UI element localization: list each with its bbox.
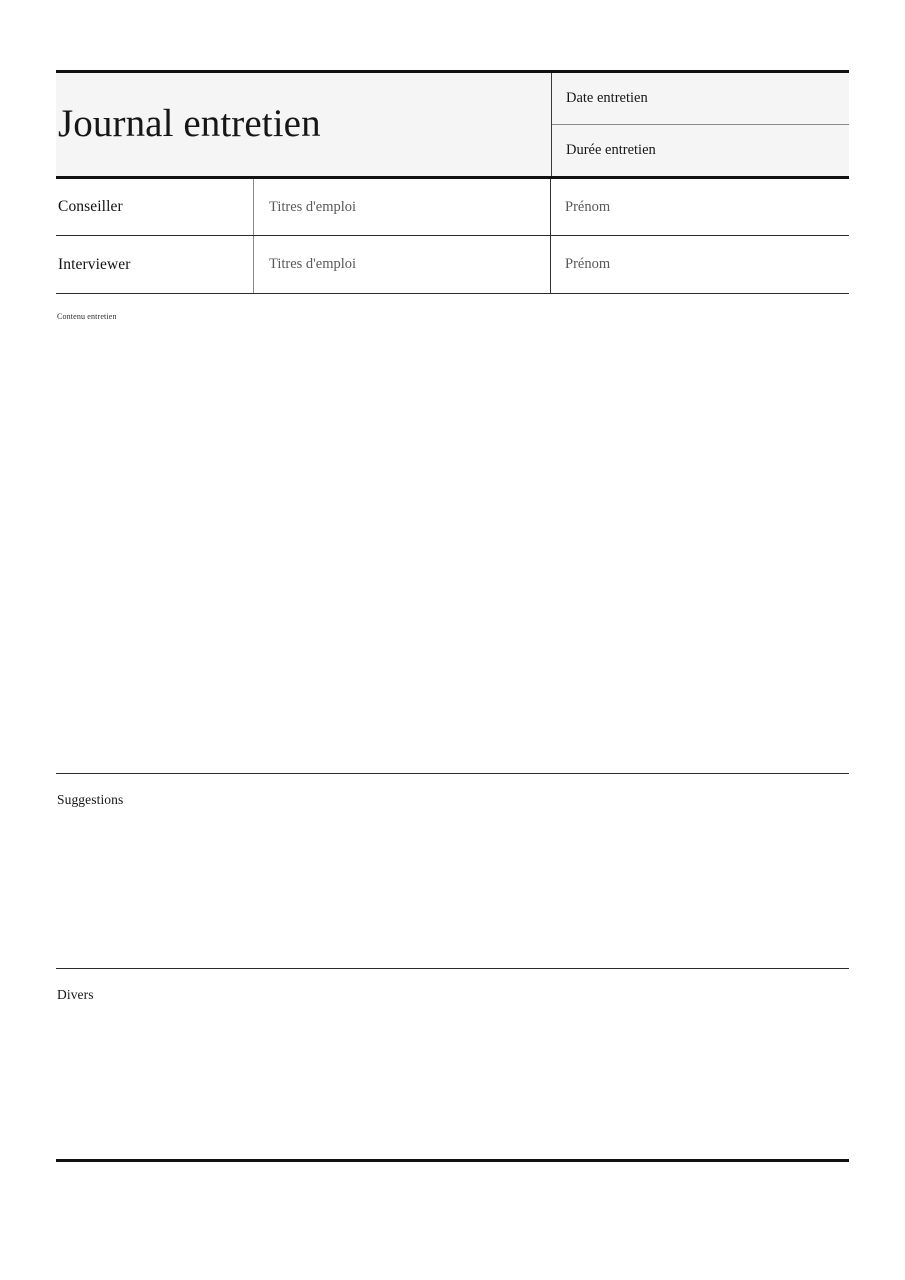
- field-conseiller-job-title[interactable]: [253, 179, 550, 235]
- page-title: Journal entretien: [58, 102, 321, 146]
- role-label: Interviewer: [58, 255, 131, 273]
- field-date-entretien[interactable]: [552, 73, 849, 125]
- table-row: [56, 179, 849, 236]
- field-date-entretien-label: Date entretien: [566, 89, 648, 106]
- table-row: [56, 236, 849, 293]
- form-sheet: [56, 70, 849, 1162]
- field-interviewer-job-title[interactable]: [253, 236, 550, 293]
- role-label: Conseiller: [58, 198, 123, 215]
- section-suggestions: [56, 774, 849, 969]
- job-title-label: Titres d'emploi: [269, 256, 357, 272]
- section-divers-body[interactable]: [56, 1001, 849, 1159]
- page-bottom-rule: [56, 1159, 849, 1162]
- section-suggestions-body[interactable]: [56, 807, 849, 968]
- first-name-label: Prénom: [565, 256, 611, 272]
- section-suggestions-label: Suggestions: [57, 792, 124, 807]
- title-cell: [56, 73, 551, 176]
- section-divers-label: Divers: [57, 986, 94, 1002]
- form-header: [56, 70, 849, 179]
- row-role-interviewer: [56, 236, 253, 293]
- field-duree-entretien[interactable]: [552, 125, 849, 177]
- field-conseiller-first-name[interactable]: [550, 179, 849, 235]
- section-contenu-entretien: [56, 294, 849, 774]
- section-contenu-entretien-body[interactable]: [56, 321, 849, 773]
- row-role-conseiller: [56, 179, 253, 235]
- job-title-label: Titres d'emploi: [269, 198, 357, 215]
- field-interviewer-first-name[interactable]: [550, 236, 849, 293]
- section-divers: [56, 969, 849, 1163]
- people-table: [56, 179, 849, 294]
- section-contenu-entretien-label: Contenu entretien: [57, 312, 117, 321]
- header-meta-column: [551, 73, 849, 176]
- field-duree-entretien-label: Durée entretien: [566, 141, 656, 158]
- first-name-label: Prénom: [565, 198, 611, 215]
